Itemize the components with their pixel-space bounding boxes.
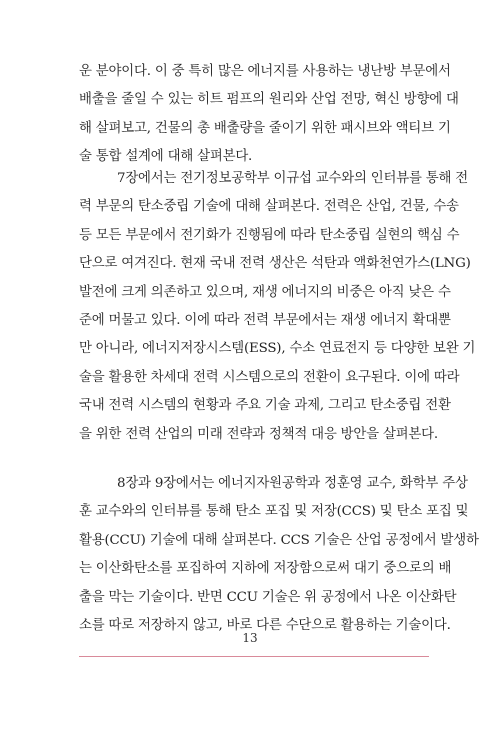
paragraph-line: 8장과 9장에서는 에너지자원공학과 정훈영 교수, 화학부 주상 bbox=[117, 476, 468, 491]
page-number: 13 bbox=[242, 631, 258, 645]
paragraph-line: 준에 머물고 있다. 이에 따라 전력 부문에서는 재생 에너지 확대뿐 bbox=[79, 312, 451, 328]
footer-rule bbox=[79, 656, 429, 657]
paragraph-line: 훈 교수와의 인터뷰를 통해 탄소 포집 및 저장(CCS) 및 탄소 포집 및 bbox=[79, 504, 469, 520]
paragraph-line: 등 모든 부문에서 전기화가 진행됨에 따라 탄소중립 실현의 핵심 수 bbox=[79, 227, 460, 243]
paragraph-line: 소를 따로 저장하지 않고, 바로 다른 수단으로 활용하는 기술이다. bbox=[79, 617, 451, 633]
paragraph-line: 발전에 크게 의존하고 있으며, 재생 에너지의 비중은 아직 낮은 수 bbox=[79, 284, 451, 300]
paragraph-line: 술을 활용한 차세대 전력 시스템으로의 전환이 요구된다. 이에 따라 bbox=[79, 369, 460, 385]
paragraph-line: 국내 전력 시스템의 현황과 주요 기술 과제, 그리고 탄소중립 전환 bbox=[79, 398, 451, 414]
paragraph-line: 운 분야이다. 이 중 특히 많은 에너지를 사용하는 냉난방 부문에서 bbox=[79, 64, 451, 79]
paragraph-line: 을 위한 전력 산업의 미래 전략과 정책적 대응 방안을 살펴본다. bbox=[79, 426, 438, 442]
paragraph-line: 는 이산화탄소를 포집하여 지하에 저장함으로써 대기 중으로의 배 bbox=[79, 561, 452, 577]
paragraph-line: 력 부문의 탄소중립 기술에 대해 살펴본다. 전력은 산업, 건물, 수송 bbox=[79, 199, 459, 215]
paragraph-line: 술 통합 설계에 대해 살펴본다. bbox=[79, 149, 253, 165]
paragraph-line: 활용(CCU) 기술에 대해 살펴본다. CCS 기술은 산업 공정에서 발생하 bbox=[79, 532, 479, 548]
paragraph-line: 출을 막는 기술이다. 반면 CCU 기술은 위 공정에서 나온 이산화탄 bbox=[79, 589, 457, 605]
paragraph-line: 배출을 줄일 수 있는 히트 펌프의 원리와 산업 전망, 혁신 방향에 대 bbox=[79, 92, 459, 108]
paragraph-heat-pump bbox=[79, 58, 459, 172]
paragraph-line: 7장에서는 전기정보공학부 이규섭 교수와의 인터뷰를 통해 전 bbox=[117, 171, 469, 186]
paragraph-line: 해 살펴보고, 건물의 총 배출량을 줄이기 위한 패시브와 액티브 기 bbox=[79, 120, 451, 136]
paragraph-chapter-8-9 bbox=[79, 470, 479, 640]
paragraph-line: 단으로 여겨진다. 현재 국내 전력 생산은 석탄과 액화천연가스(LNG) bbox=[79, 256, 471, 272]
paragraph-chapter-7 bbox=[79, 165, 476, 449]
paragraph-line: 만 아니라, 에너지저장시스템(ESS), 수소 연료전지 등 다양한 보완 기 bbox=[79, 341, 476, 357]
